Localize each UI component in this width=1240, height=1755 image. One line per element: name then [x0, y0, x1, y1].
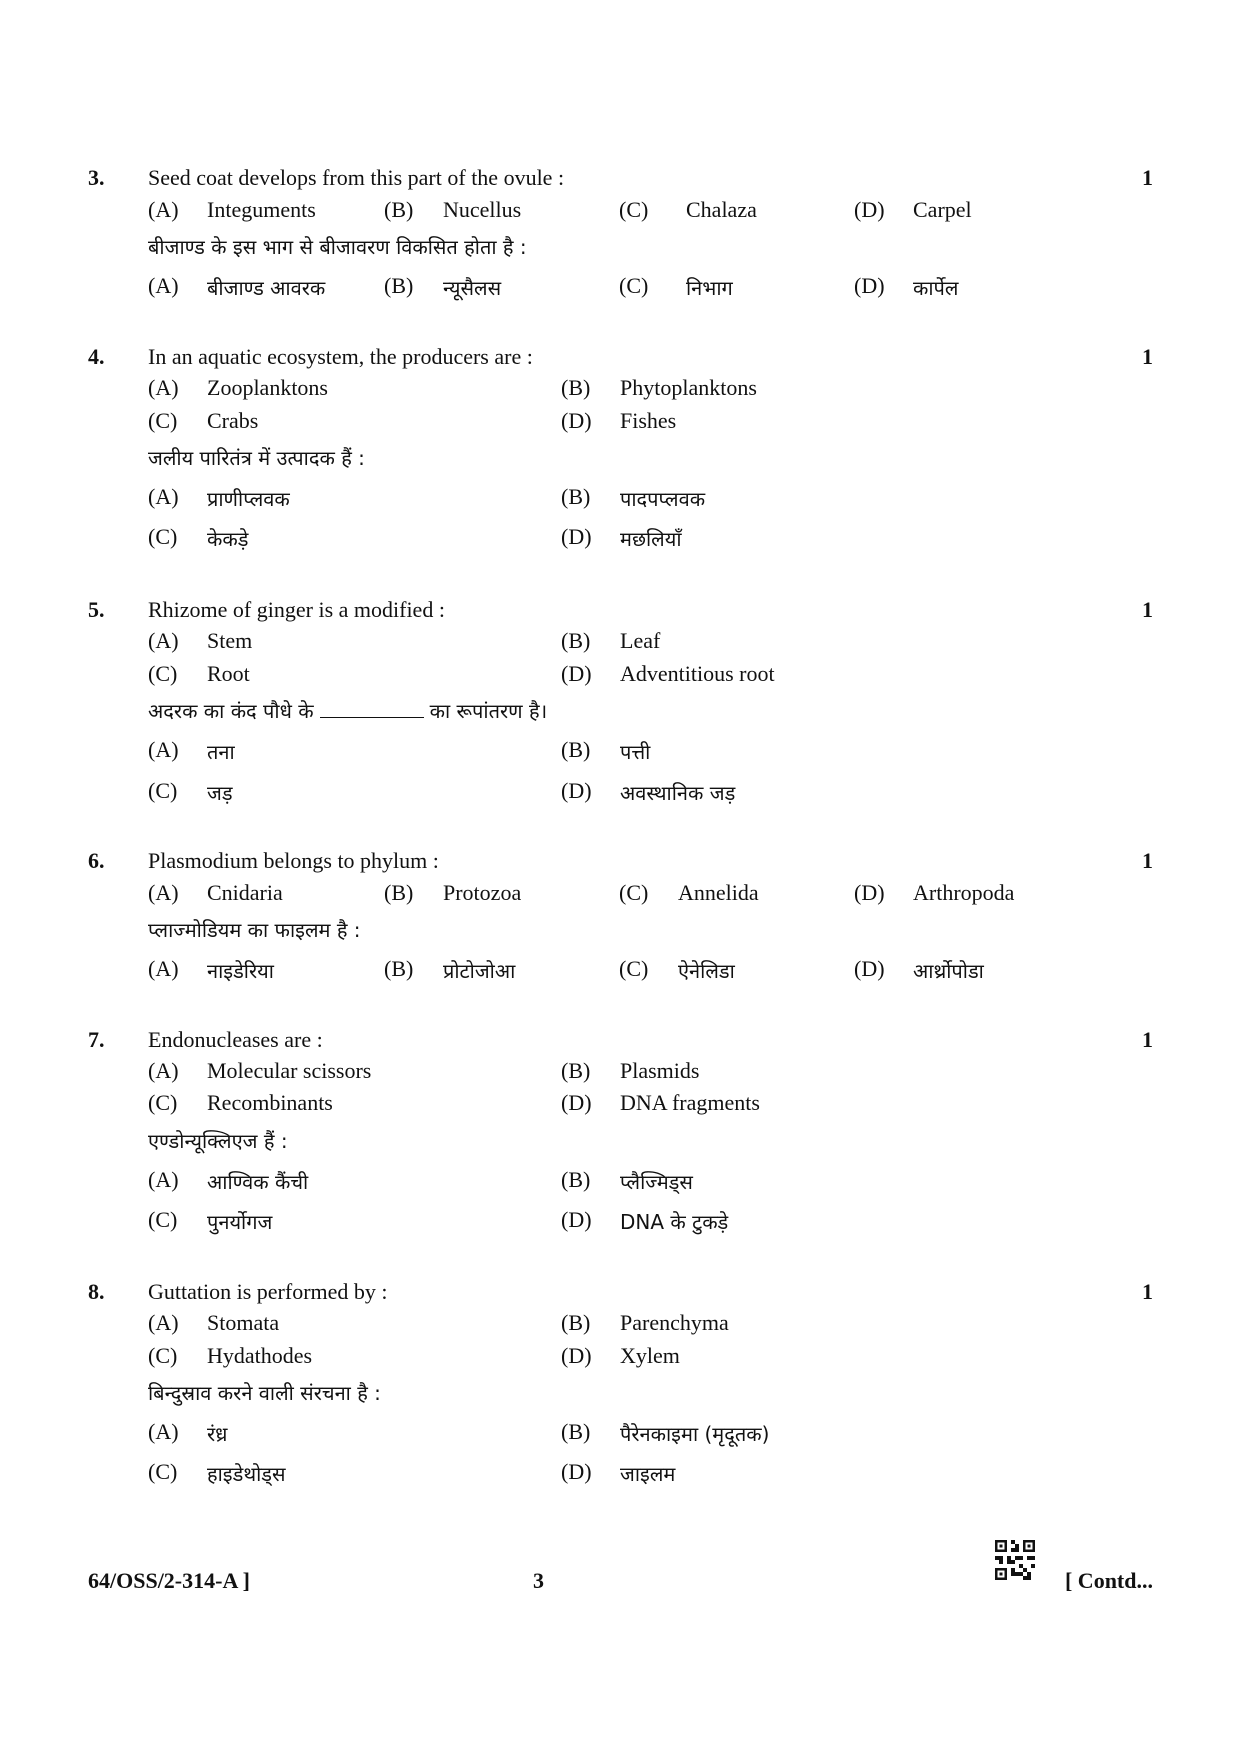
question-text-en: In an aquatic ecosystem, the producers are : — [148, 344, 533, 369]
question-marks: 1 — [1142, 1027, 1153, 1052]
question-text-hi-post: का रूपांतरण है। — [429, 699, 548, 723]
question-text-hi-pre: अदरक का कंद पौधे के — [148, 699, 314, 723]
question-text-en: Endonucleases are : — [148, 1027, 323, 1052]
question-number: 6. — [88, 848, 105, 873]
question-marks: 1 — [1142, 165, 1153, 190]
question-number: 5. — [88, 597, 105, 622]
question-number: 7. — [88, 1027, 105, 1052]
continued-label: [ Contd... — [1064, 1568, 1153, 1593]
question-number: 3. — [88, 165, 105, 190]
question-text-hi: बिन्दुस्राव करने वाली संरचना है : — [148, 1381, 381, 1405]
fill-in-blank — [320, 699, 424, 718]
question-text-en: Guttation is performed by : — [148, 1279, 388, 1304]
question-text-en: Seed coat develops from this part of the ovule : — [148, 165, 565, 190]
question-text-hi: बीजाण्ड के इस भाग से बीजावरण विकसित होता है : — [148, 235, 527, 259]
exam-page: 3. 1 Seed coat develops from this part of the ovule : (A) Integuments (B) Nucellus (C) Chalaza (D) Carpel बीजाण्ड के इस भाग से बीजावरण विकसित होता है : (A) बीजाण्ड आवरक (B) न्यूसैलस (C) निभाग (D) कार्पेल 4. 1 In an aquatic ecosystem, the producers are : (A) Zooplanktons (B) Phytoplanktons (C) Crabs (D) Fishes जलीय पारितंत्र में उत्पादक हैं : (A) प्राणीप्लवक (B) पादपप्लवक (C) केकड़े (D) मछलियाँ 5. 1 Rhizome of ginger is a modified : (A) Stem (B) Leaf (C) Root (D) Adventitious root अदरक का कंद पौधे के का रूपांतरण है। (A) तना (B) पत्ती (C) जड़ (D) अवस्थानिक जड़ 6. 1 Plasmodium belongs to phylum : (A) Cnidaria (B) Protozoa (C) Annelida (D) Arthropoda प्लाज्मोडियम का फाइलम है : (A) नाइडेरिया (B) प्रोटोजोआ (C) ऐनेलिडा (D) आर्थ्रोपोडा 7. 1 Endonucleases are : (A) Molecular scissors (B) Plasmids (C) Recombinants (D) DNA fragments एण्डोन्यूक्लिएज हैं : (A) आण्विक कैंची (B) प्लैज्मिड्स (C) पुनर्योगज (D) DNA के टुकड़े 8. 1 Guttation is performed by : (A) Stomata (B) Parenchyma (C) Hydathodes (D) Xylem बिन्दुस्राव करने वाली संरचना है : (A) रंध्र (B) पैरेनकाइमा (मृदूतक) (C) हाइडेथोड्स (D) जाइलम 64/OSS/2-314-A ] 3 [ Contd... — [88, 165, 1153, 1593]
paper-code: 64/OSS/2-314-A ] — [88, 1568, 250, 1593]
question-text-hi: एण्डोन्यूक्लिएज हैं : — [148, 1129, 288, 1153]
qr-code-icon — [995, 1540, 1035, 1580]
question-text-en: Plasmodium belongs to phylum : — [148, 848, 439, 873]
question-number: 4. — [88, 344, 105, 369]
question-marks: 1 — [1142, 848, 1153, 873]
question-text-hi — [148, 697, 547, 727]
question-text-en: Rhizome of ginger is a modified : — [148, 597, 445, 622]
question-marks: 1 — [1142, 344, 1153, 369]
question-text-hi: जलीय पारितंत्र में उत्पादक हैं : — [148, 446, 365, 470]
question-number: 8. — [88, 1279, 105, 1304]
question-marks: 1 — [1142, 597, 1153, 622]
page-number: 3 — [533, 1568, 544, 1593]
question-text-hi: प्लाज्मोडियम का फाइलम है : — [148, 918, 361, 942]
question-marks: 1 — [1142, 1279, 1153, 1304]
